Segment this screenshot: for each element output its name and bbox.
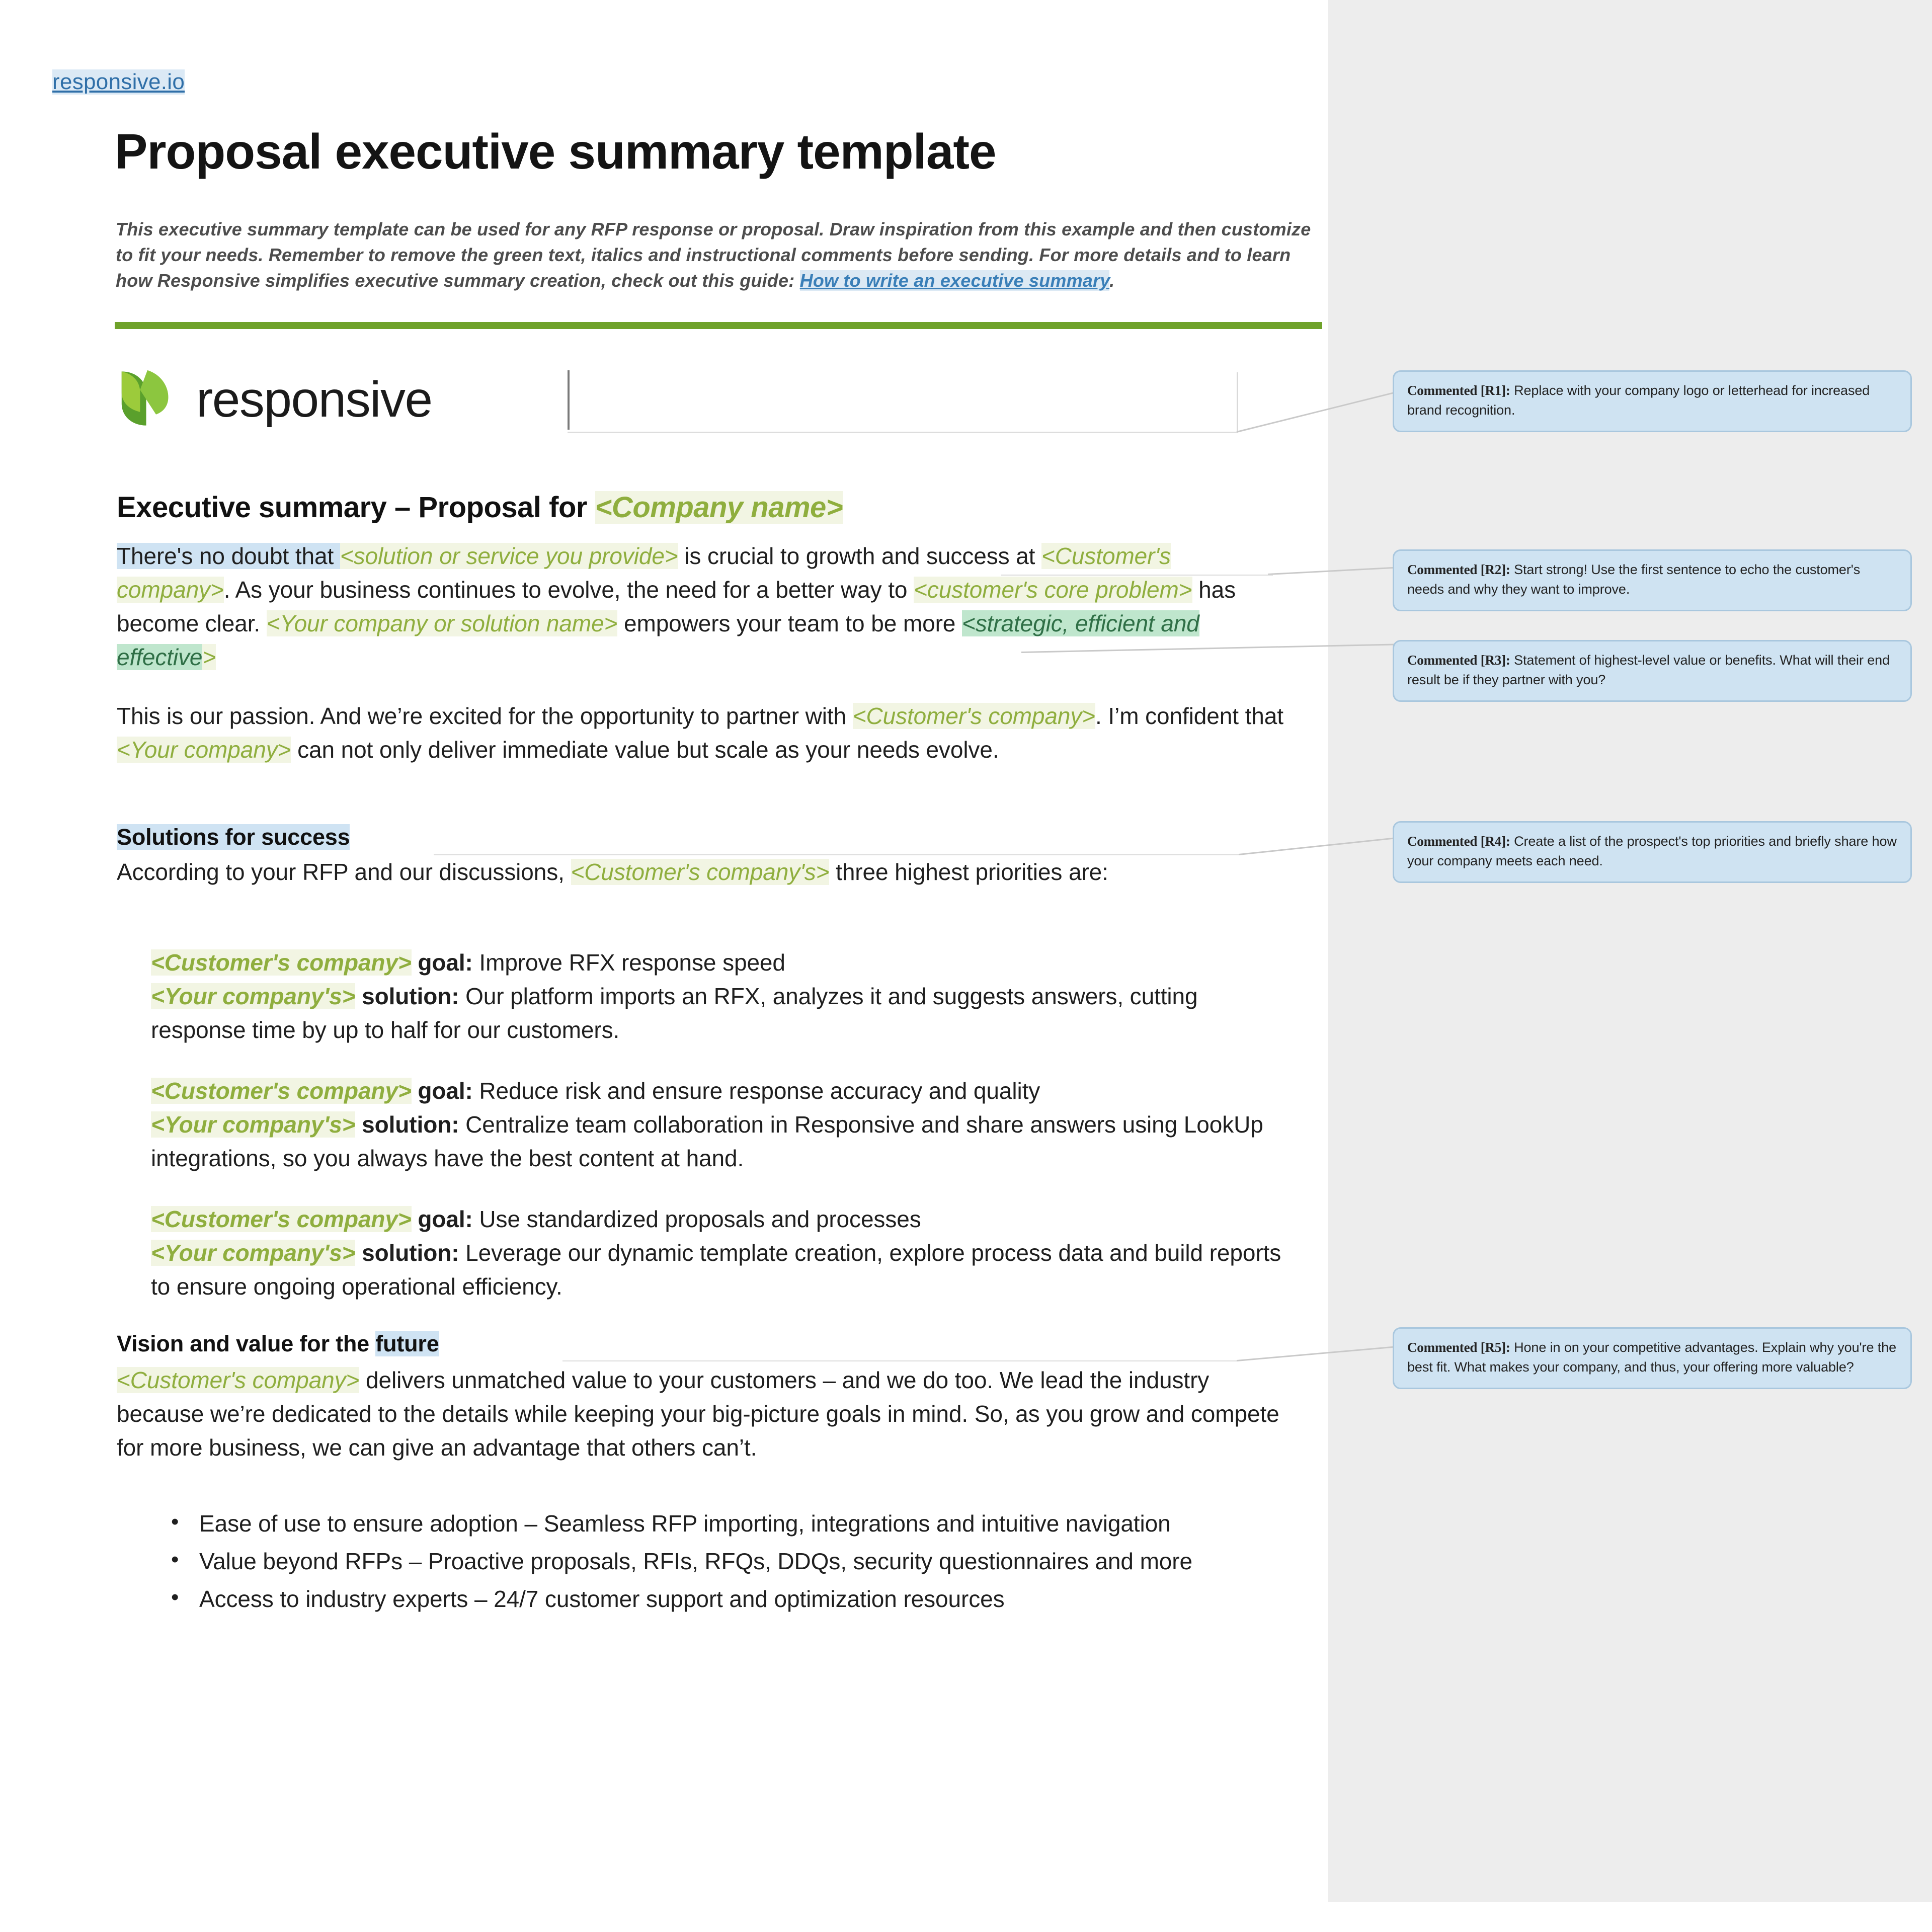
list-item: • Value beyond RFPs – Proactive proposals, RFIs, RFQs, DDQs, security questionnaires and more	[199, 1545, 1351, 1578]
goal-line	[151, 946, 1293, 980]
goal-label: goal:	[411, 1078, 473, 1104]
vision-heading-highlight: future	[375, 1331, 439, 1356]
solutions-lead-paragraph	[117, 855, 1289, 889]
intro-text-before-link: This executive summary template can be used for any RFP response or proposal. Draw inspiration from this example and then customize to fit your needs. Remember to remove the green text, italics and instructional comments before sending. For more details and to learn how Responsive simplifies executive summary creation, check out this guide:	[116, 219, 1311, 291]
list-item: • Access to industry experts – 24/7 customer support and optimization resources	[199, 1582, 1351, 1616]
comment-label: Commented [R5]:	[1407, 1340, 1510, 1355]
goal-customer-placeholder: <Customer's company>	[151, 1206, 412, 1232]
goal-customer-placeholder: <Customer's company>	[151, 949, 412, 976]
comment-anchor-r5	[562, 1332, 1237, 1361]
para2-seg3: can not only deliver immediate value but scale as your needs evolve.	[291, 737, 999, 763]
solution-your-placeholder: <Your company's>	[151, 983, 356, 1010]
comment-bubble-r5[interactable]	[1393, 1327, 1912, 1389]
list-item: • Ease of use to ensure adoption – Seamless RFP importing, integrations and intuitive navigation	[199, 1507, 1351, 1541]
solutions-lead-ph1: <Customer's company's>	[571, 859, 830, 885]
comment-label: Commented [R1]:	[1407, 383, 1510, 398]
goal-text: Use standardized proposals and processes	[472, 1206, 921, 1232]
brand-divider-rule	[115, 322, 1322, 329]
page-bottom-edge	[0, 1902, 1932, 1932]
goal-text: Reduce risk and ensure response accuracy and quality	[472, 1078, 1040, 1104]
solution-your-placeholder: <Your company's>	[151, 1240, 356, 1266]
vision-heading	[117, 1331, 439, 1357]
comment-text: Start strong! Use the first sentence to echo the customer's needs and why they want to improve.	[1407, 562, 1861, 597]
vision-paragraph	[117, 1363, 1289, 1465]
solution-label: solution:	[355, 1240, 459, 1266]
comment-label: Commented [R4]:	[1407, 834, 1510, 849]
para1-seg4: has become clear.	[117, 577, 1236, 637]
goal-solution-block	[151, 1074, 1303, 1175]
goal-customer-placeholder: <Customer's company>	[151, 1078, 412, 1104]
para1-ph3: <customer's core problem>	[914, 577, 1192, 603]
solution-line	[151, 1108, 1303, 1175]
brand-wordmark: responsive	[196, 371, 432, 428]
para1-seg6: >	[202, 644, 216, 671]
para2-seg1: This is our passion. And we’re excited for the opportunity to partner with	[117, 703, 853, 729]
comment-label: Commented [R3]:	[1407, 653, 1510, 668]
solution-label: solution:	[355, 1111, 459, 1138]
comment-bubble-r1[interactable]	[1393, 370, 1912, 432]
goal-solution-block	[151, 1202, 1293, 1304]
para2-ph2: <Your company>	[117, 737, 291, 763]
responsive-leaf-logo-icon	[117, 368, 178, 429]
para1-seg3: . As your business continues to evolve, the need for a better way to	[223, 577, 914, 603]
advantages-bullet-list	[161, 1507, 1351, 1620]
comment-text: Create a list of the prospect's top priorities and briefly share how your company meets each need.	[1407, 834, 1897, 869]
comment-label: Commented [R2]:	[1407, 562, 1510, 577]
solution-text: Our platform imports an RFX, analyzes it and suggests answers, cutting response time by up to half for our customers.	[151, 983, 1198, 1043]
goal-text: Improve RFX response speed	[472, 949, 785, 976]
comment-anchor-r2	[1001, 543, 1273, 576]
solutions-heading	[117, 824, 350, 850]
vision-seg1: delivers unmatched value to your customers – and we do too. We lead the industry because we’re dedicated to the details while keeping your big-picture goals in mind. So, as you grow and compete for more business, we can give an advantage that others can’t.	[117, 1367, 1279, 1461]
comment-gutter	[1328, 0, 1932, 1902]
para2-ph1: <Customer's company>	[852, 703, 1096, 729]
goal-line	[151, 1074, 1303, 1108]
goal-line	[151, 1202, 1293, 1236]
comment-bubble-r3[interactable]	[1393, 640, 1912, 702]
vision-heading-static: Vision and value for the	[117, 1331, 376, 1356]
comment-bubble-r4[interactable]	[1393, 821, 1912, 883]
solution-text: Centralize team collaboration in Responsive and share answers using LookUp integrations, so you always have the best content at hand.	[151, 1111, 1263, 1172]
para1-seg1: There's no doubt that	[117, 543, 340, 569]
para1-seg5: empowers your team to be more	[617, 610, 962, 637]
para1-seg2: is crucial to growth and success at	[678, 543, 1042, 569]
solution-text: Leverage our dynamic template creation, explore process data and build reports to ensure ongoing operational efficiency.	[151, 1240, 1281, 1300]
vision-ph1: <Customer's company>	[117, 1367, 360, 1393]
exec-summary-heading-placeholder: <Company name>	[595, 491, 843, 524]
goal-solution-block	[151, 946, 1293, 1047]
comment-anchor-r4	[434, 825, 1239, 855]
comment-text: Statement of highest-level value or benefits. What will their end result be if they partner with you?	[1407, 653, 1890, 688]
intro-text-after-link: .	[1109, 270, 1115, 291]
comment-text: Hone in on your competitive advantages. Explain why you're the best fit. What makes your company, and thus, your offering more valuable?	[1407, 1340, 1897, 1375]
para2-seg2: . I’m confident that	[1095, 703, 1283, 729]
para1-ph5: <strategic, efficient and effective	[117, 610, 1199, 671]
comment-text: Replace with your company logo or letterhead for increased brand recognition.	[1407, 383, 1870, 418]
para1-ph4: <Your company or solution name>	[266, 610, 618, 637]
comment-bubble-r2[interactable]	[1393, 549, 1912, 611]
exec-summary-heading-static: Executive summary – Proposal for	[117, 491, 595, 524]
goal-label: goal:	[411, 949, 473, 976]
solution-line	[151, 1236, 1293, 1304]
solution-label: solution:	[355, 983, 459, 1010]
intro-instructions	[116, 216, 1323, 293]
comment-anchor-r1	[568, 372, 1238, 433]
brand-logo	[117, 365, 432, 432]
page-title: Proposal executive summary template	[115, 124, 996, 179]
solutions-lead-seg1: According to your RFP and our discussions,	[117, 859, 571, 885]
para1-ph1: <solution or service you provide>	[340, 543, 678, 569]
guide-link[interactable]: How to write an executive summary	[799, 270, 1110, 291]
solutions-heading-label: Solutions for success	[117, 824, 350, 850]
solution-line	[151, 980, 1293, 1047]
para1-ph2: <Customer's company>	[117, 543, 1171, 603]
passion-paragraph	[117, 699, 1289, 767]
exec-summary-heading	[117, 491, 843, 524]
solutions-lead-seg2: three highest priorities are:	[829, 859, 1108, 885]
solution-your-placeholder: <Your company's>	[151, 1111, 356, 1138]
site-link[interactable]: responsive.io	[52, 69, 185, 94]
goal-label: goal:	[411, 1206, 473, 1232]
